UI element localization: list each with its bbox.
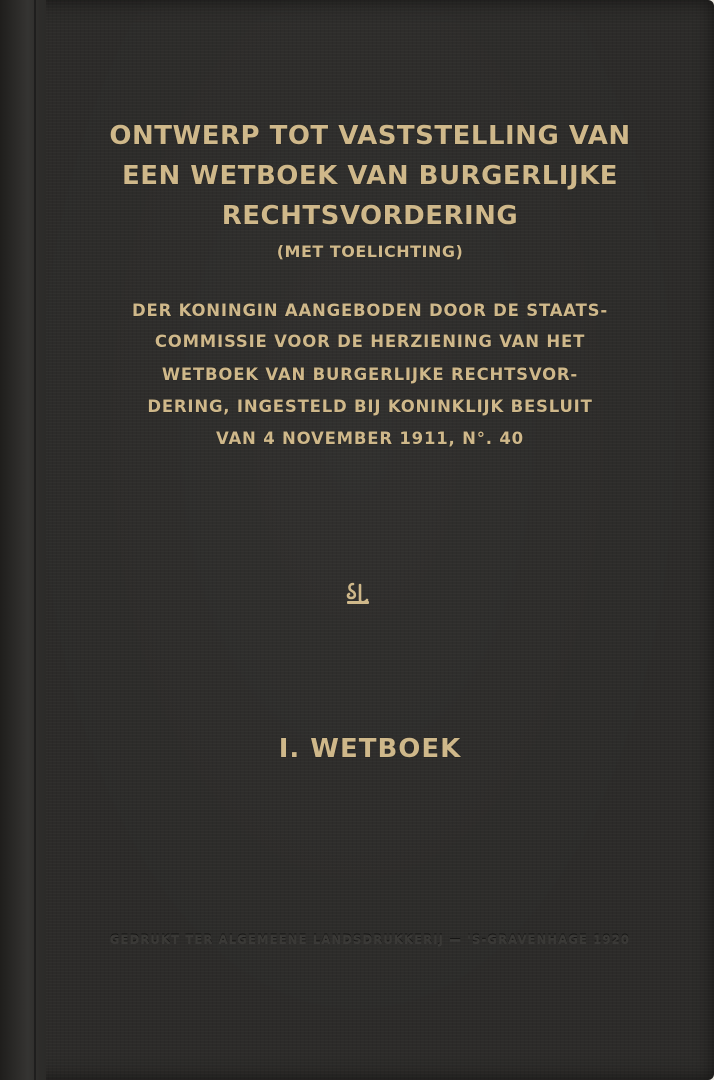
spine-edge (0, 0, 46, 1080)
body-line-3: WETBOEK VAN BURGERLIJKE RECHTSVOR- (161, 365, 579, 384)
body-line-1: DER KONINGIN AANGEBODEN DOOR DE STAATS- (132, 301, 608, 320)
printer-monogram-icon (343, 580, 373, 606)
subtitle: (MET TOELICHTING) (276, 242, 464, 261)
printer-imprint: GEDRUKT TER ALGEMEENE LANDSDRUKKERIJ — 'S-GRAVENHAGE 1920 (109, 932, 631, 946)
body-line-5: VAN 4 NOVEMBER 1911, N°. 40 (216, 429, 524, 448)
title-line-2: EEN WETBOEK VAN BURGERLIJKE (121, 161, 619, 191)
volume-label: I. WETBOEK (278, 734, 462, 764)
title-line-3: RECHTSVORDERING (221, 201, 519, 231)
body-line-2: COMMISSIE VOOR DE HERZIENING VAN HET (154, 332, 586, 351)
body-line-4: DERING, INGESTELD BIJ KONINKLIJK BESLUIT (147, 397, 593, 416)
cover-hinge (34, 0, 36, 1080)
title-line-1: ONTWERP TOT VASTSTELLING VAN (109, 121, 631, 151)
